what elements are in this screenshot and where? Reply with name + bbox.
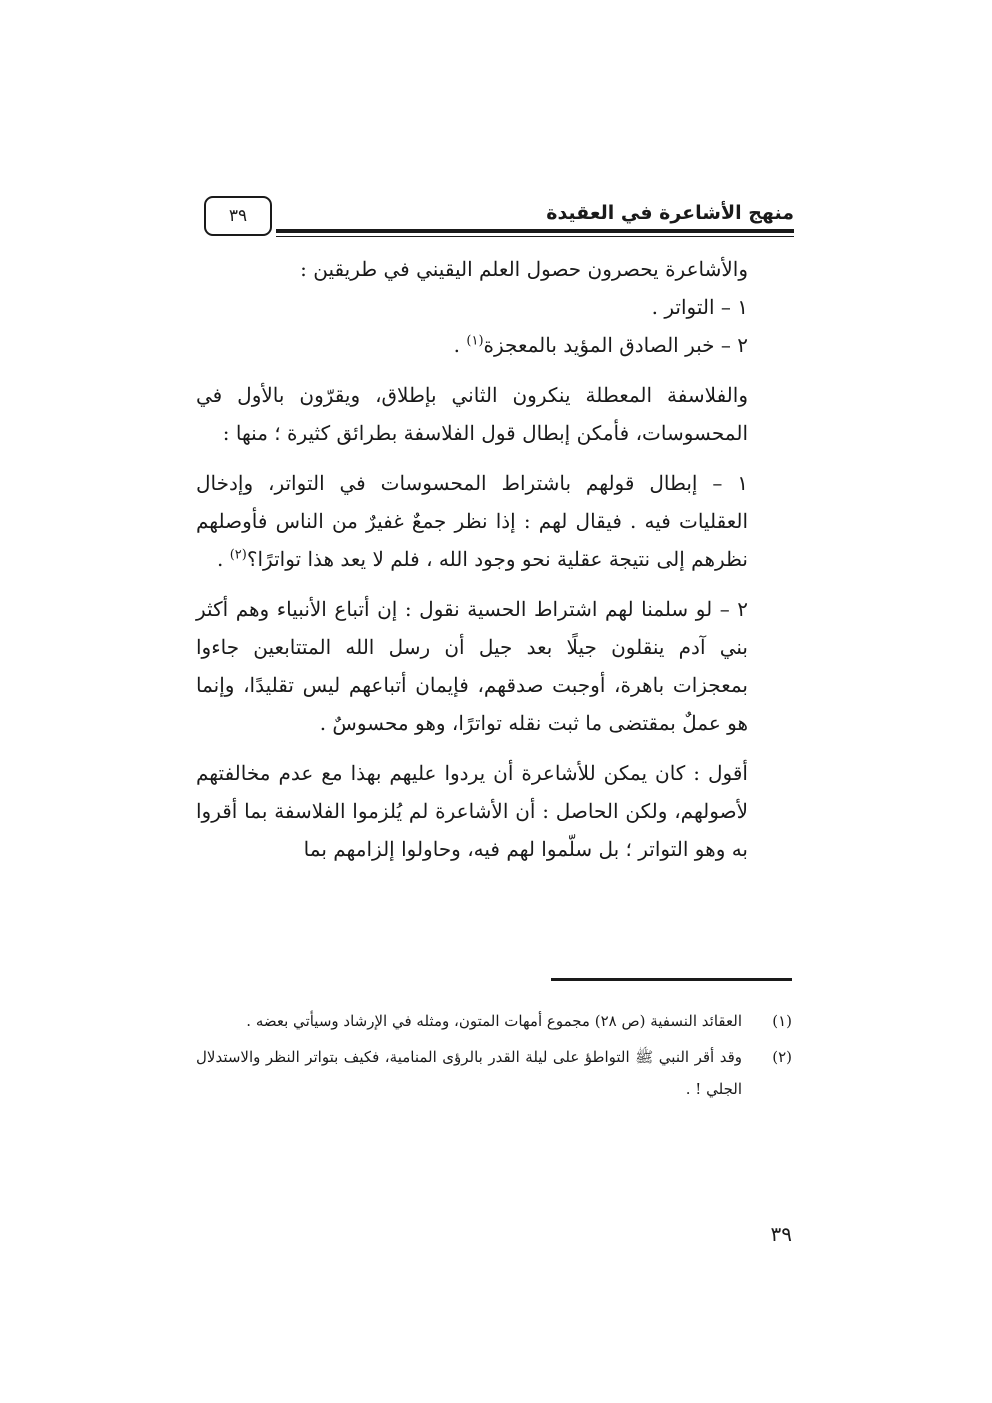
book-title: منهج الأشاعرة في العقيدة	[546, 202, 794, 224]
main-text	[196, 250, 792, 868]
list-item-2-text: ٢ – خبر الصادق المؤيد بالمعجزة	[483, 333, 748, 357]
paragraph-philosophers: والفلاسفة المعطلة ينكرون الثاني بإطلاق، ويقرّون بالأول في المحسوسات، فأمكن إبطال قول الفلاسفة بطرائق كثيرة ؛ منها :	[196, 383, 748, 445]
header-rule-thick	[276, 229, 794, 233]
footnote-text: وقد أقر النبي ﷺ التواطؤ على ليلة القدر بالرؤى المنامية، فكيف بتواتر النظر والاستدلال الجلي ! .	[196, 1048, 742, 1098]
footnote-number: (٢)	[772, 1048, 792, 1066]
running-header	[204, 196, 794, 242]
paragraph-refutation-2: ٢ – لو سلمنا لهم اشتراط الحسية نقول : إن أتباع الأنبياء وهم أكثر بني آدم ينقلون جيلًا بعد جيل أن رسل الله المتتابعين جاءوا بمعجزات باهرة، أوجبت صدقهم، فإيمان أتباعهم ليس تقليدًا، وإنما هو عملٌ بمقتضى ما ثبت نقله تواترًا، وهو محسوسٌ .	[196, 597, 748, 735]
paragraph-refutation-1	[196, 464, 792, 578]
footer-page-number: ٣٩	[770, 1222, 792, 1246]
footnote-text: العقائد النسفية (ص ٢٨) مجموع أمهات المتون، ومثله في الإرشاد وسيأتي بعضه .	[246, 1012, 742, 1030]
list-item-2-end: .	[453, 333, 467, 357]
footnote-1	[196, 1005, 792, 1037]
list-item-1: ١ – التواتر .	[651, 295, 748, 319]
footnotes	[196, 1005, 792, 1109]
paragraph-author-comment: أقول : كان يمكن للأشاعرة أن يردوا عليهم بهذا مع عدم مخالفتهم لأصولهم، ولكن الحاصل : أن الأشاعرة لم يُلزموا الفلاسفة بما أقروا به وهو التواتر ؛ بل سلّموا لهم فيه، وحاولوا إلزامهم بما	[196, 761, 748, 861]
footnote-2	[196, 1041, 792, 1105]
paragraph-refutation-1-end: .	[217, 547, 230, 571]
header-rule-thin	[276, 236, 794, 237]
list-item-2	[196, 326, 792, 364]
header-page-number: ٣٩	[204, 196, 272, 236]
footnote-separator	[551, 978, 792, 981]
footnote-ref-1[interactable]: (١)	[466, 333, 484, 349]
footnote-ref-2[interactable]: (٢)	[229, 547, 247, 563]
footnote-number: (١)	[772, 1012, 792, 1030]
paragraph-intro: والأشاعرة يحصرون حصول العلم اليقيني في طريقين :	[300, 257, 748, 281]
paragraph-refutation-1-text: ١ – إبطال قولهم باشتراط المحسوسات في التواتر، وإدخال العقليات فيه . فيقال لهم : إذا نظر جمعٌ غفيرٌ من الناس فأوصلهم نظرهم إلى نتيجة عقلية نحو وجود الله ، فلم لا يعد هذا تواترًا؟	[196, 471, 748, 571]
